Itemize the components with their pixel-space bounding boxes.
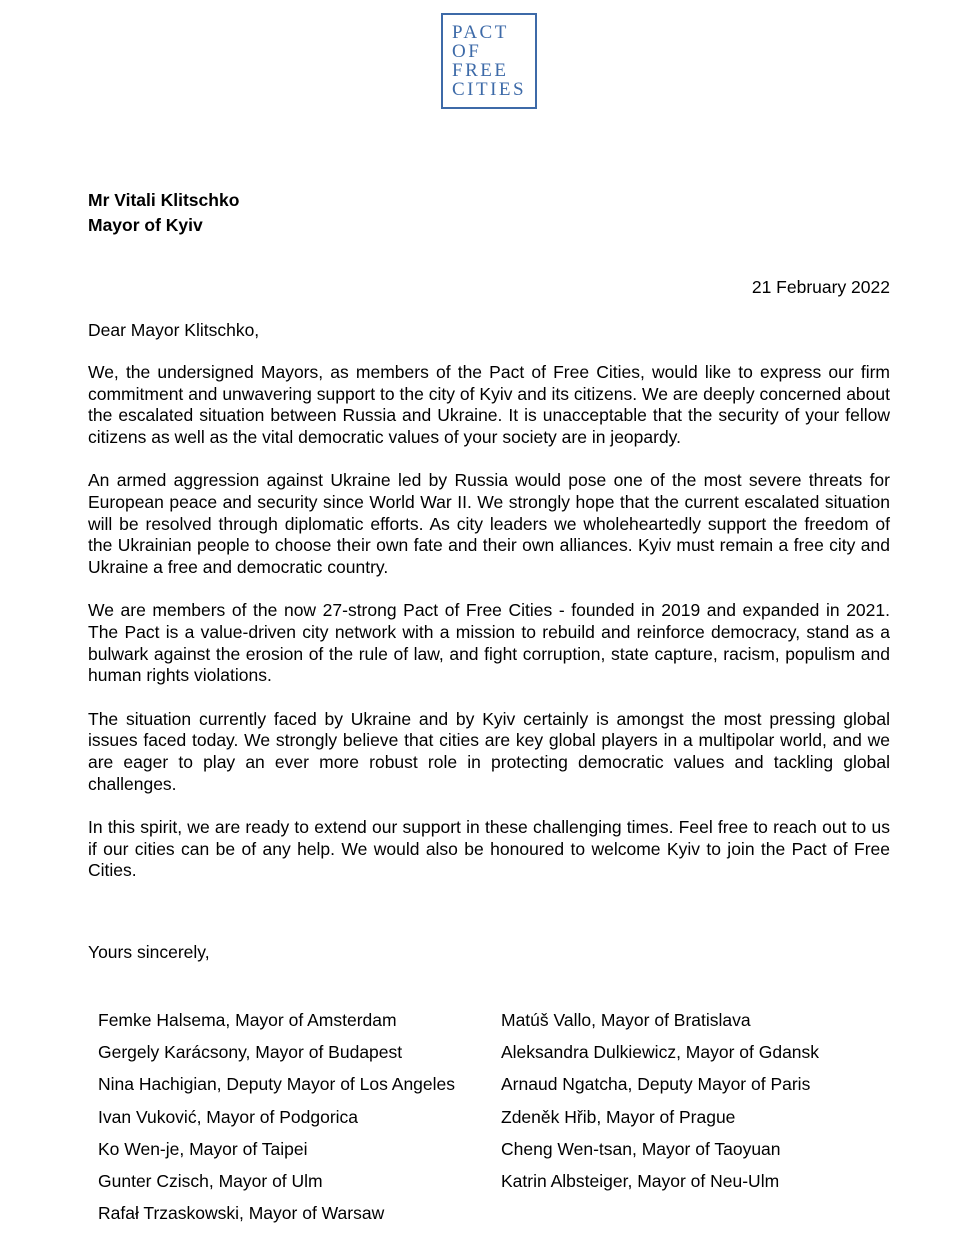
signatory: Rafał Trzaskowski, Mayor of Warsaw [98,1203,385,1224]
signatory: Katrin Albsteiger, Mayor of Neu-Ulm [501,1171,780,1192]
signatory: Femke Halsema, Mayor of Amsterdam [98,1009,397,1030]
recipient-name: Mr Vitali Klitschko [88,190,240,210]
salutation: Dear Mayor Klitschko, [88,320,260,340]
logo-line: FREE [452,60,509,81]
signatories-list [98,1004,878,1230]
logo-line: CITIES [452,79,527,100]
logo-line: OF [452,41,482,62]
letter-body [88,362,890,904]
body-paragraph: We are members of the now 27-strong Pact of Free Cities - founded in 2019 and expanded in 2021. The Pact is a value-driven city network with a mission to rebuild and reinforce democracy, stand as a bulwark against the erosion of the rule of law, and fight corruption, state capture, racism, populism and human rights violations. [88,600,890,686]
signatory-row [98,1101,878,1133]
signatory: Ivan Vuković, Mayor of Podgorica [98,1106,359,1127]
body-paragraph: The situation currently faced by Ukraine and by Kyiv certainly is amongst the most pressing global issues faced today. We strongly believe that cities are key global players in a multipolar world, and we are eager to play an ever more robust role in protecting democratic values and tackling global challenges. [88,708,890,794]
signatory-row [98,1036,878,1068]
signatory-row [98,1069,878,1101]
signatory: Gergely Karácsony, Mayor of Budapest [98,1041,403,1062]
pact-of-free-cities-logo [441,13,537,109]
signatory-row [98,1004,878,1036]
signatory: Aleksandra Dulkiewicz, Mayor of Gdansk [501,1041,820,1062]
signatory: Arnaud Ngatcha, Deputy Mayor of Paris [501,1074,811,1095]
signatory-row [98,1133,878,1165]
closing: Yours sincerely, [88,942,210,962]
recipient-title: Mayor of Kyiv [88,215,203,235]
body-paragraph: An armed aggression against Ukraine led by Russia would pose one of the most severe threats for European peace and security since World War II. We strongly hope that the current escalated situation will be resolved through diplomatic efforts. As city leaders we wholeheartedly support the freedom of the Ukrainian people to choose their own fate and their own alliances. Kyiv must remain a free city and Ukraine a free and democratic country. [88,470,890,577]
signatory-row [98,1165,878,1197]
signatory-row [98,1198,878,1230]
recipient-block [88,188,239,238]
logo-line: PACT [452,22,509,43]
letter-date: 21 February 2022 [751,277,890,297]
signatory: Gunter Czisch, Mayor of Ulm [98,1171,323,1192]
body-paragraph: In this spirit, we are ready to extend our support in these challenging times. Feel free to reach out to us if our cities can be of any help. We would also be honoured to welcome Kyiv to join the Pact of Free Cities. [88,817,890,881]
signatory: Matúš Vallo, Mayor of Bratislava [501,1009,751,1030]
signatory: Cheng Wen-tsan, Mayor of Taoyuan [501,1138,781,1159]
signatory: Zdeněk Hřib, Mayor of Prague [501,1106,736,1127]
signatory: Ko Wen-je, Mayor of Taipei [98,1138,308,1159]
signatory: Nina Hachigian, Deputy Mayor of Los Angeles [98,1074,456,1095]
body-paragraph: We, the undersigned Mayors, as members of the Pact of Free Cities, would like to express our firm commitment and unwavering support to the city of Kyiv and its citizens. We are deeply concerned about the escalated situation between Russia and Ukraine. It is unacceptable that the security of your fellow citizens as well as the vital democratic values of your society are in jeopardy. [88,362,890,447]
